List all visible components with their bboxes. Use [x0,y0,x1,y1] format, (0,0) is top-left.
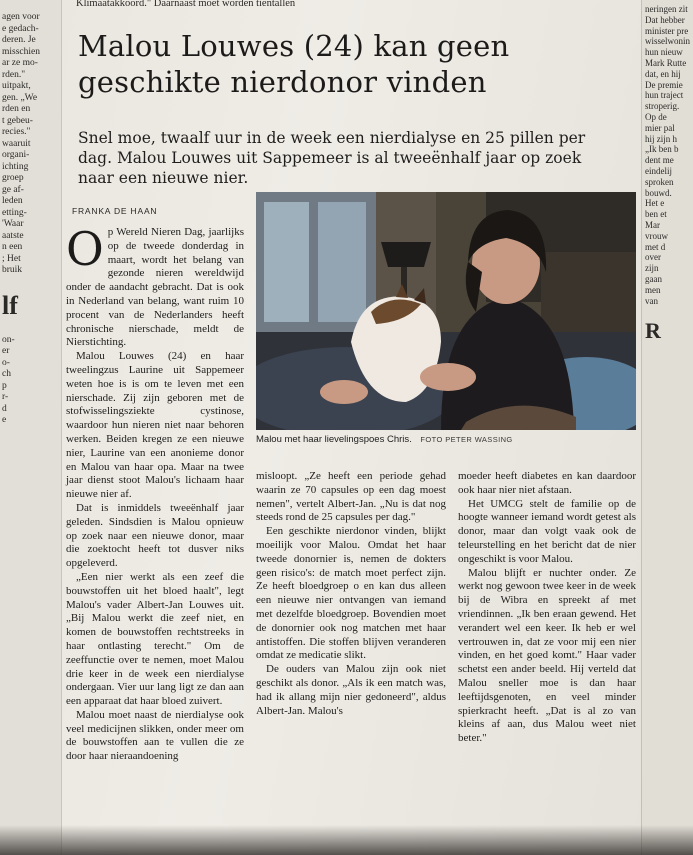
strip-line: t gebeu- [2,115,33,126]
strip-line: hij zijn h [645,133,677,144]
paragraph-1-text: p Wereld Nieren Dag, jaarlijks op de tweede donderdag in maart, wordt het belang van gezonde nieren wereldwijd onder de aandacht gebracht. Dat is ook in Nederland van belang, want ruim 10 procent van de Nederlanders heeft chronische nierschade, meldt de Nierstichting. [66,226,244,349]
drop-cap: O [66,222,104,276]
paragraph: De ouders van Malou zijn ook niet geschikt als donor. „Als ik een match was, had ik allang mijn nier gedoneerd", aldus Albert-Jan. Malou's [256,663,446,717]
top-line-text: Klimaatakkoord." Daarnaast moet worden tientallen [76,0,296,9]
strip-line: eindelij [645,165,672,176]
strip-fragment-large: lf [2,290,18,320]
strip-line: Op de [645,111,667,122]
paragraph: misloopt. „Ze heeft een periode gehad waarin ze 70 capsules op een dag moest nemen", vertelt Albert-Jan. „Nu is dat nog steeds rond de 25 capsules per dag." [256,470,446,524]
strip-line: men [645,284,661,295]
strip-line: Mar [645,219,660,230]
strip-line: ge af- [2,184,24,195]
article-photo [256,192,636,430]
strip-line: vrouw [645,230,668,241]
paragraph: Een geschikte nierdonor vinden, blijkt moeilijk voor Malou. Omdat het haar tweede donornier is, nemen de dokters geen risico's: de match moet perfect zijn. Ze heeft bloedgroep o en kan dus alleen een nieuwe nier ontvangen van iemand met dezelfde bloedgroep. Bovendien moet de donornier ook nog matchen met haar antistoffen. Die stoffen blijven veranderen omdat ze medicatie slikt. [256,525,446,662]
strip-line: e gedach- [2,23,39,34]
strip-line: Het e [645,198,665,209]
article-column-1 [66,222,244,764]
photo-credit: FOTO PETER WASSING [420,435,513,444]
strip-line: „Ik ben b [645,144,679,155]
strip-line: ben et [645,209,667,220]
table-edge-shadow [0,825,693,855]
strip-line: e [2,415,7,425]
strip-line: rden." [2,69,26,80]
strip-line: uitpakt, [2,81,31,91]
strip-line: rden en [2,104,31,114]
strip-fragment-large: R [645,318,661,344]
photo-illustration [256,192,636,430]
strip-line: leden [2,196,23,206]
paragraph: moeder heeft diabetes en kan daardoor ook haar nier niet afstaan. [458,470,636,496]
paragraph-1 [66,222,244,350]
strip-line: mier pal [645,122,675,133]
photo-caption-row [256,434,636,445]
strip-line: on- [2,334,15,345]
strip-line: organi- [2,150,30,160]
byline: FRANKA DE HAAN [72,206,158,216]
strip-line: waaruit [2,138,31,149]
strip-line: ar ze mo- [2,58,38,68]
paragraph: Malou moet naast de nierdialyse ook veel medicijnen slikken, onder meer om de bouwstoffen aan te vullen die ze door haar nieraandoening [66,708,244,763]
strip-line: er [2,346,10,356]
strip-line: gen. „We [2,92,38,103]
strip-line: hun traject [645,90,684,101]
paragraph: Dat is inmiddels tweeënhalf jaar geleden. Sindsdien is Malou opnieuw op zoek naar een nieuwe donor, maar die zoektocht heeft tot dusver niks opgeleverd. [66,501,244,570]
strip-line: Mark Rutte [645,57,687,68]
strip-line: ch [2,369,11,379]
paragraph: „Een nier werkt als een zeef die bouwstoffen uit het bloed haalt", legt Malou's vader Albert-Jan Louwes uit. „Bij Malou werkt die zeef niet, en komen de bouwstoffen rechtstreeks in haar ontlasting terecht." Om de zeeffunctie over te nemen, moet Malou drie keer in de week een nierdialyse ondergaan. Vier uur lang ligt ze dan aan een apparaat dat haar bloed zuivert. [66,570,244,708]
strip-line: recies." [2,127,31,137]
strip-line: r- [2,392,9,402]
strip-line: zijn [645,263,659,274]
paragraph: Malou Louwes (24) en haar tweelingzus Laurine uit Sappemeer weten hoe is is om te leven met een nierschade. Zij zijn geboren met de stofwisselingsziekte cystinose, waardoor hun nieren niet naar behoren werken. Beiden kregen ze een nieuwe nier, Laurine van een anonieme donor en Malou van haar opa. Maar na twee jaar dienst stoot Malou's lichaam haar nieuwe nier af. [66,350,244,501]
strip-line: deren. Je [2,35,36,45]
lead-paragraph: Snel moe, twaalf uur in de week een nierdialyse en 25 pillen per dag. Malou Louwes uit Sappemeer is al tweeënhalf jaar op zoek naar een nieuwe nier. [78,129,586,187]
strip-line: d [2,403,7,414]
strip-line: bouwd. [645,187,672,198]
strip-line: n een [2,242,23,252]
article-column-3 [458,470,636,746]
strip-line: sproken [645,176,674,187]
strip-line: bruik [2,265,23,275]
strip-line: agen voor [2,12,40,22]
article [66,0,638,855]
strip-line: over [645,252,661,263]
strip-line: met d [645,241,666,252]
strip-line: Dat hebber [645,14,685,25]
strip-line: stroperig. [645,101,680,112]
strip-line: etting- [2,207,27,218]
strip-line: o- [2,357,10,368]
strip-line: ; Het [2,253,21,264]
strip-line: dent me [645,155,674,166]
strip-line: neringen zit [645,4,688,14]
paragraph: Malou blijft er nuchter onder. Ze werkt nog gewoon twee keer in de week bij de Wibra en spreekt af met vriendinnen. „Ik ben eraan gewend. Het verandert wel een keer. Ik heb er wel vertrouwen in, dat ze voor mij een nier vinden, en het goed komt." Haar vader schetst een ander beeld. Hij verteld dat Malou sneller moe is dan haar leeftijdsgenoten, en veel minder spierkracht heeft. „Dat is al zo van kleins af aan, dus Malou weet niet beter." [458,566,636,745]
adjacent-column-left [0,0,62,855]
article-column-2 [256,470,446,718]
photo-caption: Malou met haar lievelingspoes Chris. [256,434,412,445]
strip-line: misschien [2,46,40,57]
strip-line: hun nieuw [645,47,683,58]
headline: Malou Louwes (24) kan geen geschikte nierdonor vinden [78,29,510,99]
strip-line: ichting [2,161,29,172]
strip-line: De premie [645,79,683,90]
strip-line: gaan [645,273,662,284]
strip-line: 'Waar [2,219,24,229]
strip-line: wisselwonin [645,36,690,47]
strip-line: groep [2,173,24,183]
strip-line: p [2,380,7,391]
adjacent-column-right [641,0,693,855]
paragraph: Het UMCG stelt de familie op de hoogte wanneer iemand wordt getest als donor, maar dan volgt vaak ook de teleurstelling en het bericht dat de nier ongeschikt is voor Malou. [458,497,636,565]
strip-line: van [645,295,658,306]
strip-line: dat, en hij [645,68,681,79]
strip-line: aatste [2,230,24,241]
strip-line: minister pre [645,25,689,36]
